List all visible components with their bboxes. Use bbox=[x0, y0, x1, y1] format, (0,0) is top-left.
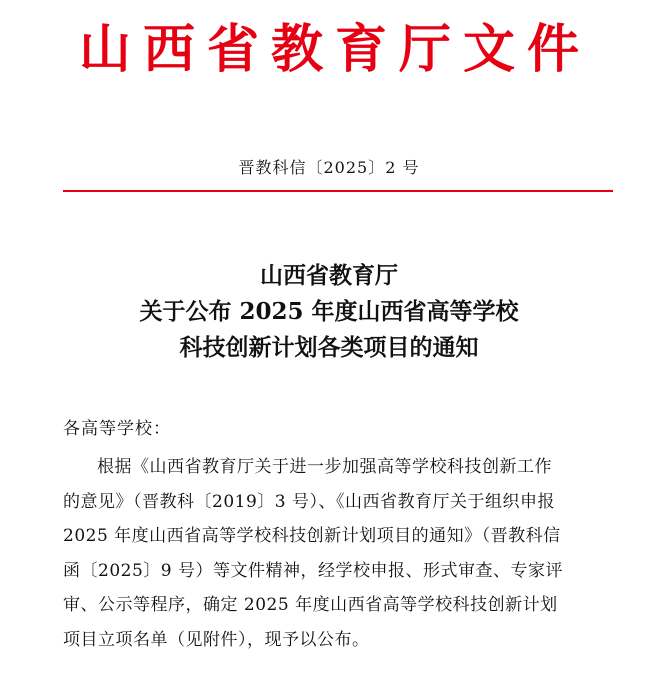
body-line: 的意见》（晋教科〔2019〕3 号）、《山西省教育厅关于组织申报 bbox=[63, 491, 555, 512]
body-line: 项目立项名单（见附件），现予以公布。 bbox=[63, 629, 370, 650]
document-masthead: 山西省教育厅文件 bbox=[78, 20, 591, 80]
red-separator-line bbox=[63, 190, 613, 192]
body-paragraph bbox=[63, 450, 619, 657]
body-line: 审、公示等程序，确定 2025 年度山西省高等学校科技创新计划 bbox=[63, 595, 558, 615]
body-line: 根据《山西省教育厅关于进一步加强高等学校科技创新工作 bbox=[97, 457, 552, 477]
document-title bbox=[0, 258, 658, 366]
body-line: 2025 年度山西省高等学校科技创新计划项目的通知》（晋教科信 bbox=[63, 526, 561, 546]
title-line-2: 关于公布 2025 年度山西省高等学校 bbox=[139, 298, 519, 325]
document-number: 晋教科信〔2025〕2 号 bbox=[238, 158, 420, 177]
title-line-3: 科技创新计划各类项目的通知 bbox=[179, 334, 479, 361]
salutation: 各高等学校： bbox=[63, 419, 171, 439]
body-line: 函〔2025〕9 号）等文件精神，经学校申报、形式审查、专家评 bbox=[63, 560, 563, 581]
title-line-1: 山西省教育厅 bbox=[260, 262, 398, 289]
